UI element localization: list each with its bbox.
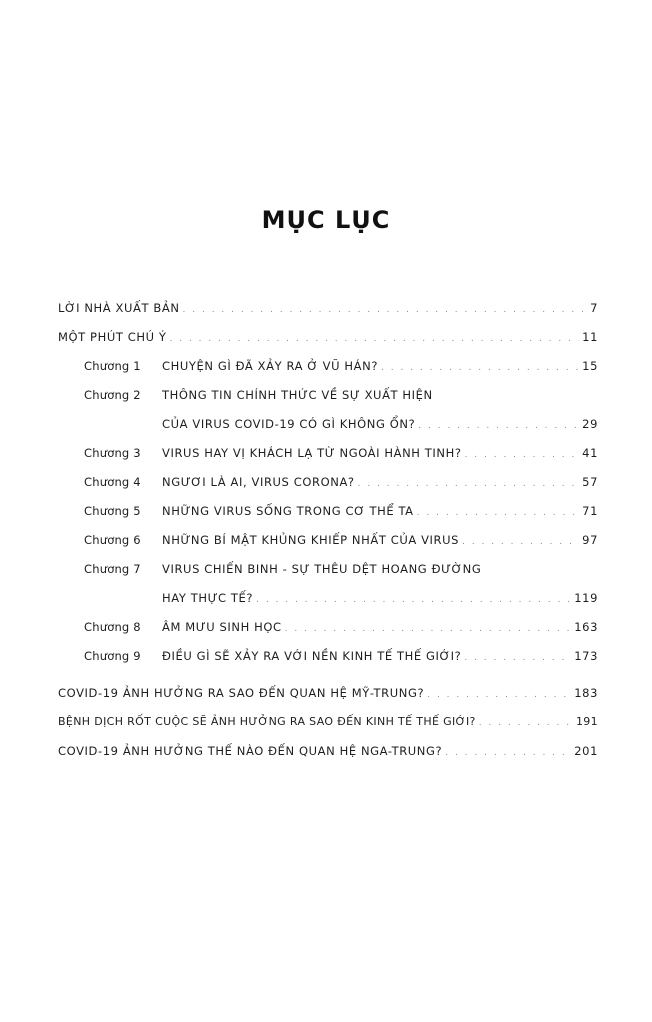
toc-chapter-entry[interactable] <box>84 532 598 550</box>
toc-page-number: 191 <box>575 715 598 728</box>
toc-entry-title: ĐIỀU GÌ SẼ XẢY RA VỚI NỀN KINH TẾ THẾ GIỚI? <box>162 649 462 663</box>
toc-chapter-entry[interactable] <box>84 445 598 463</box>
toc-page-number: 57 <box>582 475 598 489</box>
toc-entry-continuation[interactable] <box>162 590 598 608</box>
dot-leader <box>358 476 580 492</box>
toc-entry-title: VIRUS HAY VỊ KHÁCH LẠ TỪ NGOÀI HÀNH TINH? <box>162 446 462 460</box>
dot-leader <box>285 621 572 637</box>
toc-entry-title: COVID-19 ẢNH HƯỞNG RA SAO ĐẾN QUAN HỆ MỸ-TRUNG? <box>58 686 425 700</box>
toc-entry[interactable] <box>58 300 598 318</box>
toc-page-number: 7 <box>590 301 598 315</box>
chapter-label: Chương 5 <box>84 504 141 518</box>
toc-chapter-entry[interactable] <box>84 561 598 577</box>
toc-entry-title: BỆNH DỊCH RỐT CUỘC SẼ ẢNH HƯỞNG RA SAO ĐẾN KINH TẾ THẾ GIỚI? <box>58 715 476 728</box>
chapter-label: Chương 4 <box>84 475 141 489</box>
toc-entry-title: CHUYỆN GÌ ĐÃ XẢY RA Ở VŨ HÁN? <box>162 359 379 373</box>
toc-page-number: 119 <box>574 591 598 605</box>
dot-leader <box>465 447 580 463</box>
toc-page-number: 11 <box>582 330 598 344</box>
dot-leader <box>479 715 573 731</box>
toc-entry-title: LỜI NHÀ XUẤT BẢN <box>58 301 180 315</box>
toc-entry-title: NGƯƠI LÀ AI, VIRUS CORONA? <box>162 475 355 489</box>
toc-chapter-entry[interactable] <box>84 619 598 637</box>
dot-leader <box>418 418 579 434</box>
toc-entry-title-continued: HAY THỰC TẾ? <box>162 591 254 605</box>
chapter-label: Chương 9 <box>84 649 141 663</box>
toc-chapter-entry[interactable] <box>84 503 598 521</box>
toc-entry[interactable] <box>58 685 598 703</box>
toc-page-number: 41 <box>582 446 598 460</box>
toc-page-number: 15 <box>582 359 598 373</box>
toc-chapter-entry[interactable] <box>84 648 598 666</box>
dot-leader <box>462 534 579 550</box>
dot-leader <box>381 360 579 376</box>
toc-page-number: 173 <box>574 649 598 663</box>
page-title: MỤC LỤC <box>261 206 391 234</box>
dot-leader <box>170 331 580 347</box>
dot-leader <box>256 592 571 608</box>
toc-entry-title: NHỮNG BÍ MẬT KHỦNG KHIẾP NHẤT CỦA VIRUS <box>162 533 460 547</box>
toc-entry[interactable] <box>58 743 598 761</box>
toc-chapter-entry[interactable] <box>84 387 598 403</box>
toc-entry-title: VIRUS CHIẾN BINH - SỰ THÊU DỆT HOANG ĐƯỜNG <box>162 562 482 576</box>
chapter-label: Chương 3 <box>84 446 141 460</box>
toc-entry-title: COVID-19 ẢNH HƯỞNG THẾ NÀO ĐẾN QUAN HỆ NGA-TRUNG? <box>58 744 443 758</box>
toc-entry-title-continued: CỦA VIRUS COVID-19 CÓ GÌ KHÔNG ỔN? <box>162 417 416 431</box>
chapter-label: Chương 7 <box>84 562 141 576</box>
toc-page-number: 71 <box>582 504 598 518</box>
toc-page-number: 201 <box>574 744 598 758</box>
toc-chapter-entry[interactable] <box>84 358 598 376</box>
toc-entry-title: MỘT PHÚT CHÚ Ý <box>58 330 167 344</box>
toc-entry-continuation[interactable] <box>162 416 598 434</box>
dot-leader <box>464 650 571 666</box>
dot-leader <box>417 505 580 521</box>
toc-page-number: 183 <box>574 686 598 700</box>
toc-page-number: 163 <box>574 620 598 634</box>
dot-leader <box>183 302 583 318</box>
chapter-label: Chương 1 <box>84 359 141 373</box>
toc-entry-title: NHỮNG VIRUS SỐNG TRONG CƠ THỂ TA <box>162 504 414 518</box>
dot-leader <box>445 745 571 761</box>
dot-leader <box>427 687 571 703</box>
toc-entry[interactable] <box>58 329 598 347</box>
toc-page-number: 29 <box>582 417 598 431</box>
chapter-label: Chương 8 <box>84 620 141 634</box>
toc-entry[interactable] <box>58 714 598 731</box>
toc-chapter-entry[interactable] <box>84 474 598 492</box>
toc-page-number: 97 <box>582 533 598 547</box>
chapter-label: Chương 2 <box>84 388 141 402</box>
chapter-label: Chương 6 <box>84 533 141 547</box>
toc-entry-title: THÔNG TIN CHÍNH THỨC VỀ SỰ XUẤT HIỆN <box>162 388 433 402</box>
toc-entry-title: ÂM MƯU SINH HỌC <box>162 620 282 634</box>
